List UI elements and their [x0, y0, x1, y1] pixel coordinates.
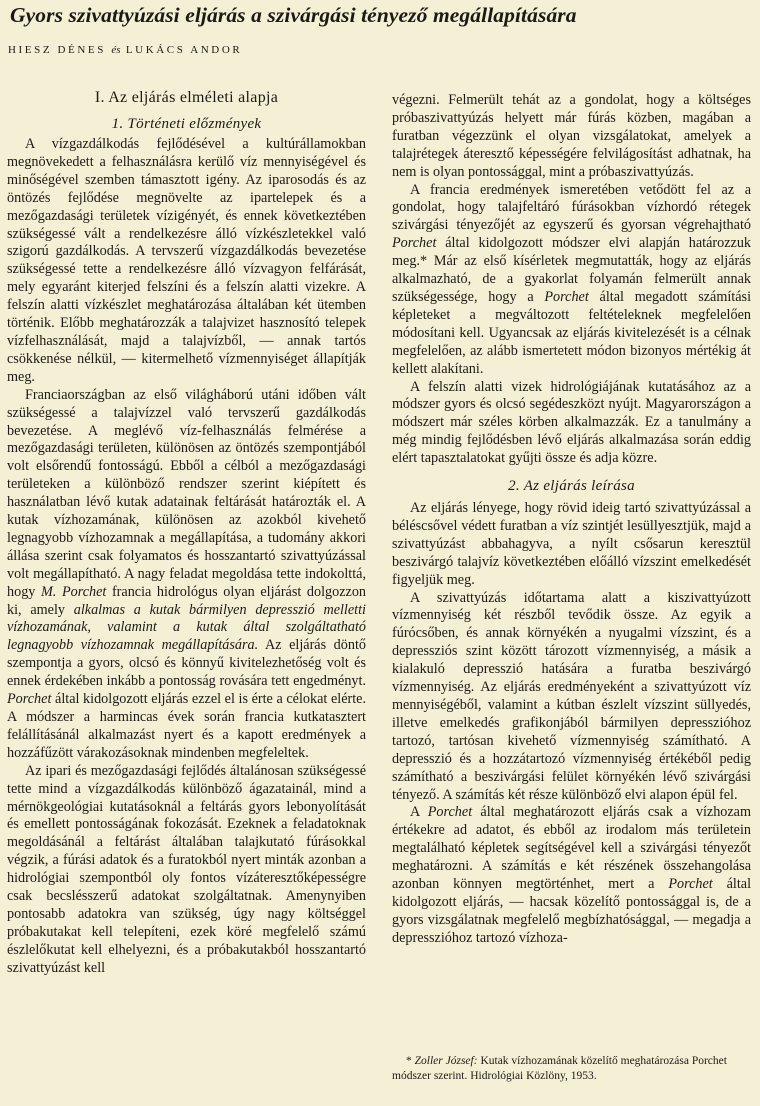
paragraph-5: [392, 182, 751, 379]
footnote-marker: *: [406, 1055, 412, 1067]
paragraph-2-text-c: Az eljárás döntő szempontja a gyors, olcsó és könnyű kivitelezhetőség volt és ennek érdekében inkább a pontosság rovására tett engedményt.: [7, 637, 367, 690]
footnote-author: Zoller József:: [414, 1055, 478, 1067]
paragraph-5-text-c: által megadott számítási képleteket a megváltozott feltételeknek megfelelően módosítani kell. Ugyancsak az eljárás kivitelezését is a célnak megfelelően, az alább ismertetett módon bizonyos mértékig át kellett alakítani.: [392, 288, 752, 377]
name-porchet-6: Porchet: [668, 876, 713, 893]
footnote: [392, 1054, 752, 1084]
footnote-text: Kutak vízhozamának közelítő meghatározása Porchet módszer szerint. Hidrológiai Közlöny, 1953.: [392, 1055, 727, 1082]
paragraph-2-text-b: francia hidrológus olyan eljárást dolgozzon ki, amely: [7, 583, 367, 618]
right-column: [392, 92, 751, 948]
authors-and: és: [111, 44, 121, 56]
authors-line: [8, 43, 242, 57]
paragraph-5-text-a: A francia eredmények ismeretében vetődött fel az a gondolat, hogy talajfeltáró fúrásokban vízhordó rétegek szivárgási tényezőjét az egyszerű és gyorsan végrehajtható: [392, 181, 751, 234]
paragraph-8: A szivattyúzás időtartama alatt a kiszivattyúzott vízmennyiség két részből tevődik össze. Az egyik a fúrócsőben, és annak környékén a nyugalmi vízszint, és a depressziós szint között tározott vízmennyiség, a másik a kialakuló depresszió hatására a furatba beszivárgó vízmennyiség. Az eljárás eredményeként a szivattyúzott víz mennyiségéből, valamint a kútban észlelt vízszint süllyedés, illetve emelkedés grafikonjából bármilyen depresszióhoz tartozó, tartósan kivehető vízmennyiség számítható. A depresszió és a hozzátartozó vízmennyiség értékéből pedig számítható a beszivárgási felület környékén lévő szivárgási tényező. A számítás két része különböző elvi alapon épül fel.: [392, 589, 751, 803]
name-porchet-5: Porchet: [427, 804, 473, 821]
paragraph-5-text-b: által kidolgozott módszer elvi alapján határozzuk meg.* Már az első kísérletek megmutatták, hogy az eljárás alkalmazható, de a gyakorlat folyamán felmerült annak szükségessége, hogy a: [392, 235, 752, 305]
paragraph-2-text-d: által kidolgozott eljárás ezzel el is érte a célokat elérte. A módszer a harmincas évek során francia kutkatasztert felállításánál alkalmazást nyert és a kapott eredmények a hozzáfűzött várakozásoknak mindenben megfeleltek.: [7, 691, 367, 761]
subsection-heading-method: 2. Az eljárás leírása: [508, 478, 635, 495]
paragraph-9-text-b: által meghatározott eljárás csak a vízhozam értékekre ad adatot, és ebből az irodalom más területein megtalálható képletek segítségével kell a szivárgási tényezőt meghatározni. A számítás e két részének összehangolása azonban könnyen megtörténhet, mert a: [392, 804, 752, 893]
paragraph-9-text-c: által kidolgozott eljárás, — hacsak közelítő pontossággal is, de a gyors vizsgálatnak megfelelő megbízhatósággal, — megadja a depresszióhoz tartozó vízhoza-: [392, 876, 752, 946]
paragraph-3: Az ipari és mezőgazdasági fejlődés általánosan szükségessé tette mind a vízgazdálkodás különböző ágazatainál, mind a mérnökgeológiai kutatásoknál a feltárás gyors lebonyolítását és emellett pontosságának fokozását. Ezeknek a feladatoknak megoldásánál a feltárást általában talajkutató fúrásokkal végzik, a fúrási adatok és a furatokból nyert minták azonban a hidrológiai szempontból oly fontos vízáteresztőképességre csak becslésszerű adatokat szolgáltatnak. Amenynyiben pontosabb adatokra van szükség, úgy nagy költséggel próbakutakat kell telepíteni, ezek köré megfelelő számú észlelőkutat kell elhelyezni, és a próbakutakból hosszantartó szivattyúzást kell: [7, 762, 366, 976]
author-second: LUKÁCS ANDOR: [125, 44, 243, 56]
paragraph-9: [392, 804, 751, 947]
name-porchet: M. Porchet: [40, 583, 107, 600]
paragraph-9-text-a: A: [410, 804, 420, 821]
emphasis-text: alkalmas a kutak bármilyen depresszió melletti vízhozamának, valamint a kutak által szolgáltatható legnagyobb vízhozamnak megállapítására.: [7, 601, 366, 654]
paragraph-1: A vízgazdálkodás fejlődésével a kultúrállamokban megnövekedett a felhasználásra kerülő víz mennyiségével és minőségével szemben támasztott igény. Az iparosodás és az öntözés fejlődése megnövelte az ipartelepek és a mezőgazdasági területek vízigényét, és ennek következtében szükségessé vált a rendelkezésre álló vízkészletekkel való szigorú gazdálkodás. A tervszerű vízgazdálkodás bevezetése szükségessé tette a rendelkezésre álló vízvagyon felfárását, mely egyaránt kiterjed felszíni és a felszín alatti vizekre. A felszín alatti vízkészlet meghatározása általában két ütemben történik. Előbb meghatározzák a talajvizet hasznosító telepek vízfelhasználását, majd a talajvízből, — annak tartós csökkenése nélkül, — kitermelhető vízmennyiséget állapítják meg.: [7, 136, 366, 385]
subsection-heading-history: 1. Történeti előzmények: [111, 116, 262, 132]
section-heading: I. Az eljárás elméleti alapja: [94, 89, 279, 106]
left-column: [7, 88, 366, 978]
paragraph-6: A felszín alatti vizek hidrológiájának kutatásához az a módszer gyors és olcsó segédeszközt nyújt. Magyarországon a módszert már széles körben alkalmazzák. Ez a tanulmány a még mindig fejlődésben lévő eljárás alkalmazása során eddig elért tapasztalatokat gyűjti össze és adja közre.: [392, 378, 751, 467]
paragraph-4: végezni. Felmerült tehát az a gondolat, hogy a költséges próbaszivattyúzás helyett már fúrás közben, magában a furatban végezzünk el olyan vizsgálatokat, amelyek a talajrétegek áteresztő képességére felvilágosítást adhatnak, ha nem is olyan pontossággal, mint a próbaszivattyúzás.: [392, 92, 751, 180]
footnote-line: [392, 1054, 752, 1084]
paragraph-2-text-a: Franciaországban az első világháború utáni időben vált szükségessé a talajvízzel való tervszerű gazdálkodás bevezetése. A meglévő víz-felhasználás felmérése a mezőgazdasági területen, különösen az öntözés szempontjából volt elsőrendű fontosságú. Ebből a célból a mezőgazdasági területeken a különböző rendszer szerint kiépített és használatban lévő kutak adatainak feltárását határozták el. A kutak vízhozamának, különösen az azokból kivehető legnagyobb vízhozamnak a megállapítása, a tudomány akkori állása szerint csak folyamatos és hosszantartó szivattyúzással volt megállapítható. A nagy feladat megoldása tette indokolttá, hogy: [7, 386, 366, 600]
name-porchet-2: Porchet: [7, 691, 52, 708]
paragraph-7: Az eljárás lényege, hogy rövid ideig tartó szivattyúzással a béléscsővel védett furatban a víz szintjét lesüllyesztjük, majd a szivattyúzást abbahagyva, a nyílt csősarun keresztül beszivárgó talajvíz következtében előálló vízszint emelkedését figyeljük meg.: [392, 500, 751, 588]
article-title: Gyors szivattyúzási eljárás a szivárgási tényező megállapítására: [10, 3, 577, 27]
name-porchet-4: Porchet: [544, 288, 589, 305]
name-porchet-3: Porchet: [392, 235, 437, 252]
author-first: HIESZ DÉNES: [8, 44, 106, 56]
paragraph-2: [7, 387, 366, 763]
